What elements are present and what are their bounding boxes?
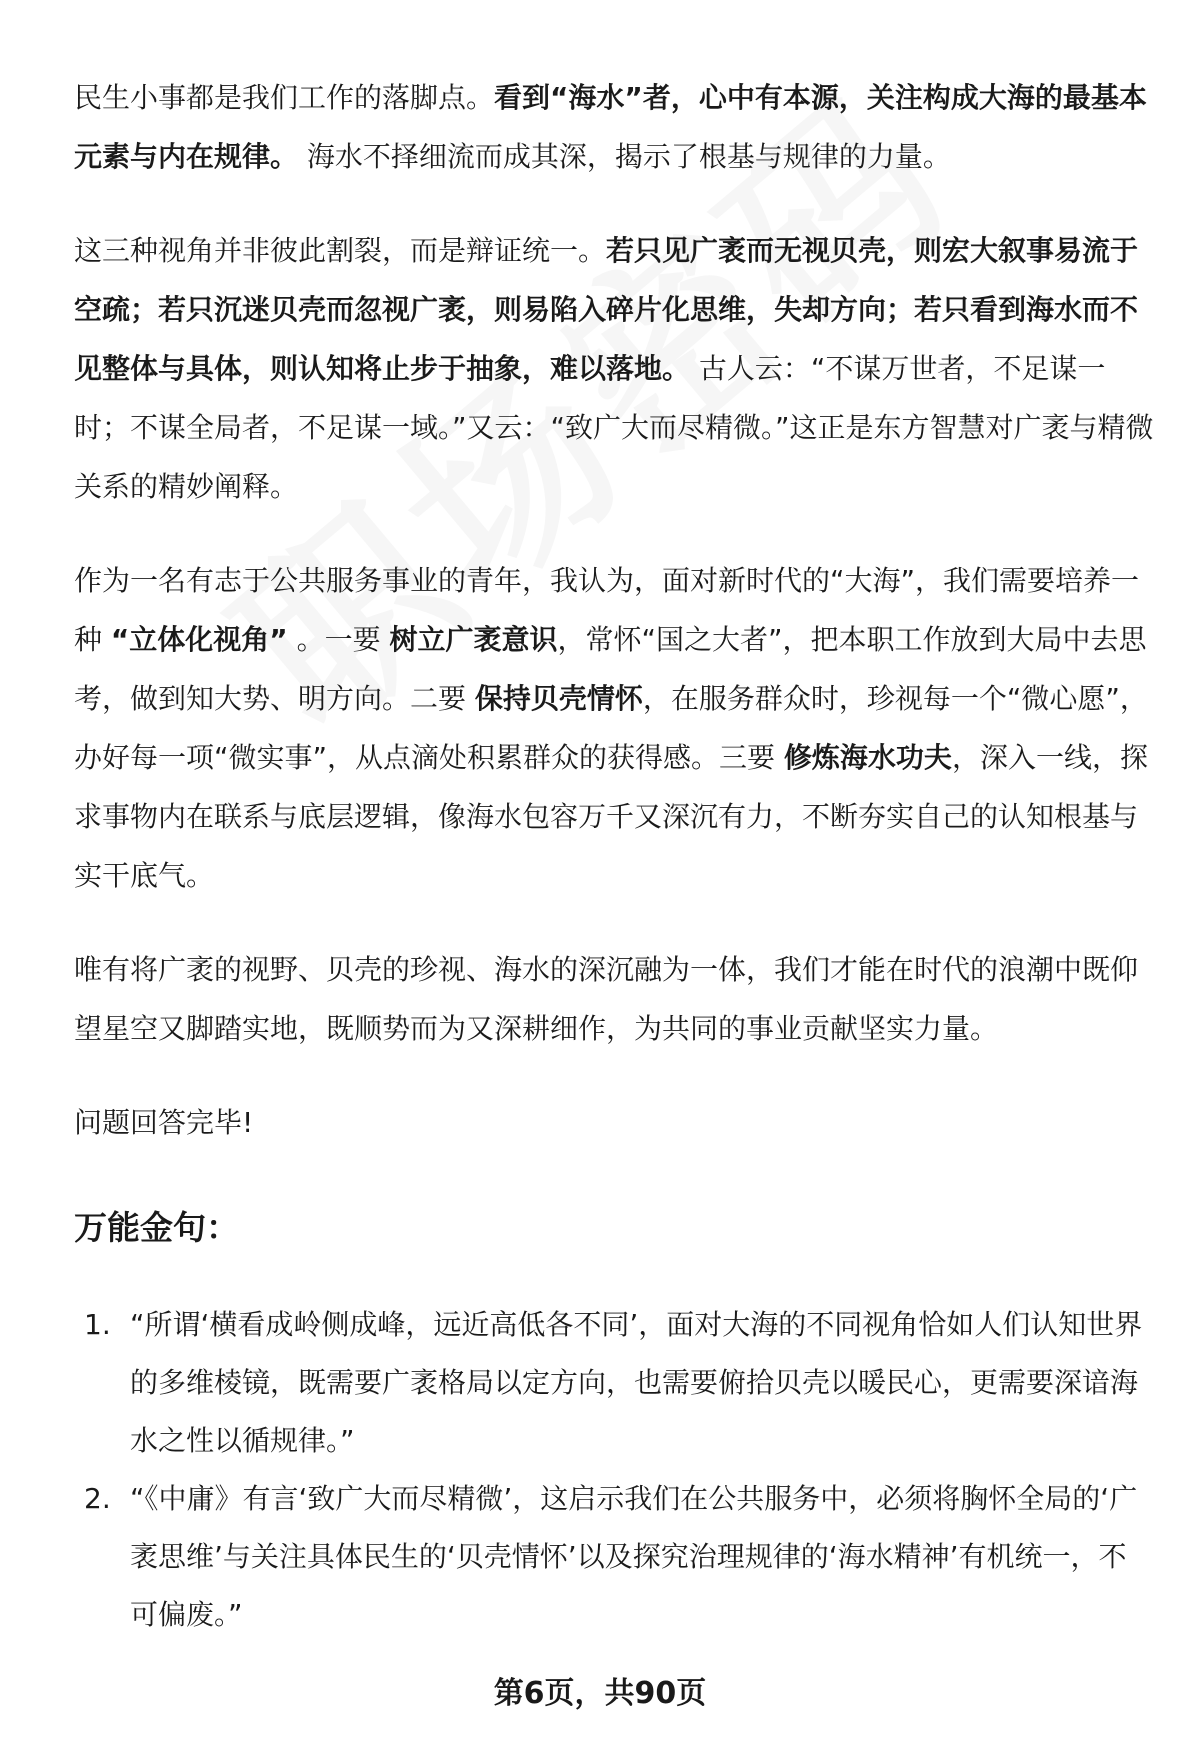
paragraph xyxy=(74,551,1154,905)
quote-text: “《中庸》有言‘致广大而尽精微’，这启示我们在公共服务中，必须将胸怀全局的‘广袤思维’与关注具体民生的‘贝壳情怀’以及探究治理规律的‘海水精神’有机统一，不可偏废。” xyxy=(130,1482,1138,1631)
paragraph xyxy=(74,940,1154,1058)
quote-item xyxy=(74,1296,1154,1470)
document-body xyxy=(74,68,1154,1644)
bold-text: 若只见广袤而无视贝壳，则宏大叙事易流于空疏；若只沉迷贝壳而忽视广袤，则易陷入碎片化思维，失却方向；若只看到海水而不见整体与具体，则认知将止步于抽象，难以落地。 xyxy=(74,234,1139,385)
text-segment: 民生小事都是我们工作的落脚点。 xyxy=(74,81,495,114)
text-segment: ，深入一线，探求事物内在联系与底层逻辑，像海水包容万千又深沉有力，不断夯实自己的认知根基与实干底气。 xyxy=(74,741,1148,892)
paragraph xyxy=(74,68,1154,186)
text-segment: ，在服务群众时，珍视每一个“微心愿”，办好每一项“微实事”，从点滴处积累群众的获得感。三要 xyxy=(74,682,1148,774)
quote-number: 2. xyxy=(84,1482,111,1515)
bold-text: 看到“海水”者，心中有本源，关注构成大海的最基本元素与内在规律。 xyxy=(74,81,1147,173)
text-segment: 问题回答完毕! xyxy=(74,1106,254,1139)
bold-text: “立体化视角” xyxy=(110,623,288,656)
page-footer: 第6页，共90页 xyxy=(493,1676,707,1711)
text-segment: 这三种视角并非彼此割裂，而是辩证统一。 xyxy=(74,234,607,267)
text-segment: ，常怀“国之大者”，把本职工作放到大局中去思考，做到知大势、明方向。二要 xyxy=(74,623,1147,715)
quote-list xyxy=(74,1296,1154,1644)
text-segment: 海水不择细流而成其深，揭示了根基与规律的力量。 xyxy=(298,140,951,173)
bold-text: 树立广袤意识 xyxy=(389,623,558,656)
bold-text: 保持贝壳情怀 xyxy=(474,682,643,715)
quote-item xyxy=(74,1470,1154,1644)
paragraph xyxy=(74,221,1154,516)
text-segment: 作为一名有志于公共服务事业的青年，我认为，面对新时代的“大海”，我们需要培养一种 xyxy=(74,564,1140,656)
paragraph xyxy=(74,1093,1154,1152)
paragraph-list xyxy=(74,68,1154,1152)
section-title: 万能金句： xyxy=(74,1208,239,1247)
quote-number: 1. xyxy=(84,1308,111,1341)
quote-text: “所谓‘横看成岭侧成峰，远近高低各不同’，面对大海的不同视角恰如人们认知世界的多维棱镜，既需要广袤格局以定方向，也需要俯拾贝壳以暖民心，更需要深谙海水之性以循规律。” xyxy=(130,1308,1143,1457)
text-segment: 。一要 xyxy=(287,623,390,656)
bold-text: 修炼海水功夫 xyxy=(783,741,952,774)
text-segment: 古人云：“不谋万世者，不足谋一时；不谋全局者，不足谋一域。”又云：“致广大而尽精微。”这正是东方智慧对广袤与精微关系的精妙阐释。 xyxy=(74,352,1154,503)
text-segment: 唯有将广袤的视野、贝壳的珍视、海水的深沉融为一体，我们才能在时代的浪潮中既仰望星空又脚踏实地，既顺势而为又深耕细作，为共同的事业贡献坚实力量。 xyxy=(74,953,1139,1045)
